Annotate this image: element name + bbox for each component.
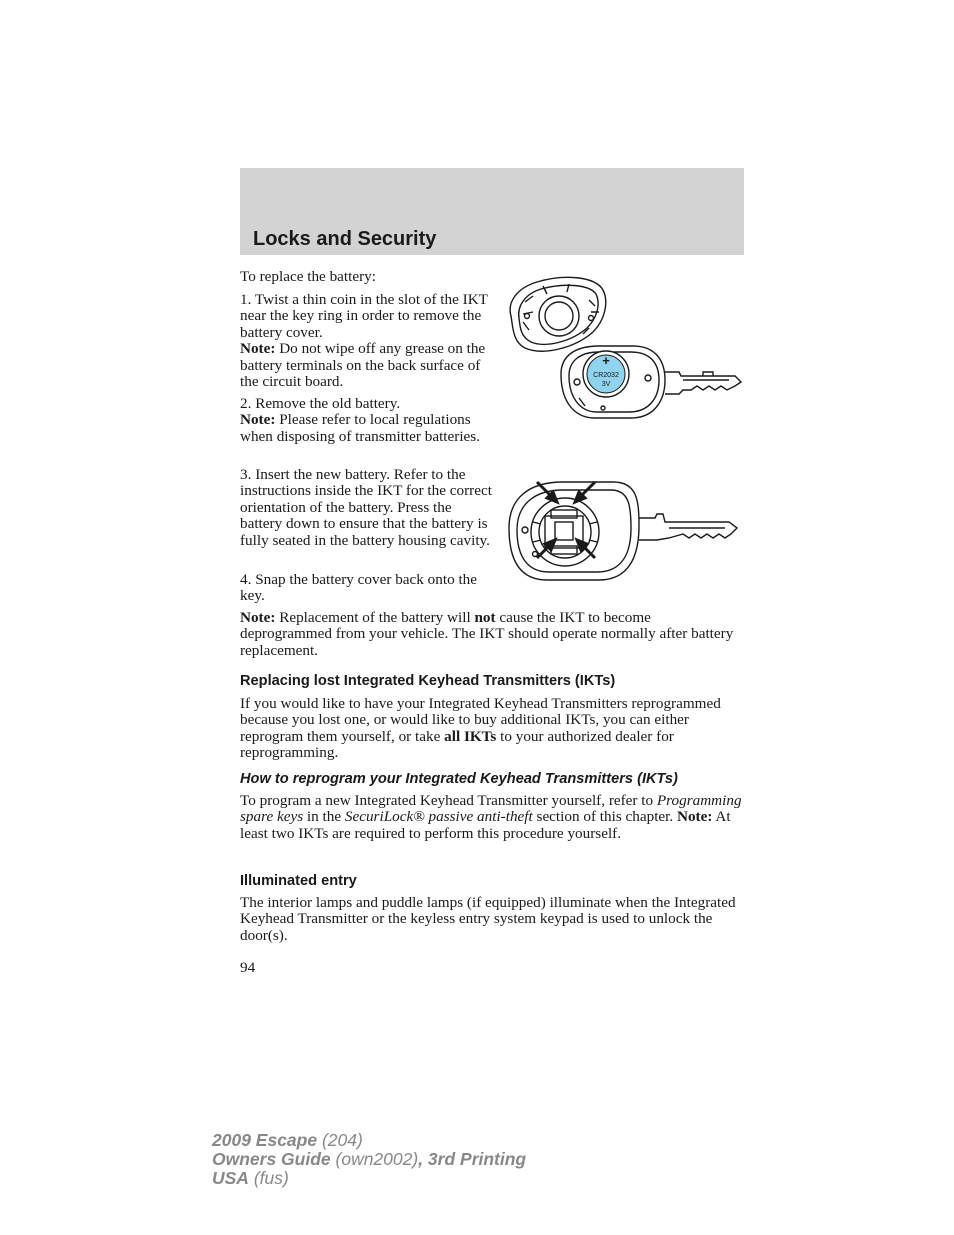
footer-market-code: (fus) [248, 1168, 289, 1188]
step-1 [240, 292, 496, 390]
reprogram-text-1: To program a new Integrated Keyhead Transmitter yourself, refer to [240, 792, 657, 809]
footer-printing: , 3rd Printing [418, 1149, 527, 1169]
replacing-paragraph [240, 696, 746, 762]
replacing-bold: all IKTs [444, 727, 497, 745]
step4-text: 4. Snap the battery cover back onto the key. [240, 571, 478, 605]
step-2 [240, 396, 496, 445]
reprogram-text-3: section of this chapter. [532, 808, 677, 826]
reprogram-paragraph [240, 793, 746, 842]
battery-plus-label: + [602, 353, 610, 368]
footer-guide: Owners Guide [212, 1149, 331, 1169]
page-number: 94 [240, 959, 256, 976]
replacing-text-2: to your authorized dealer for reprogramming. [240, 727, 674, 762]
section-header-band [240, 168, 744, 255]
step1-note-label: Note: [240, 340, 276, 358]
battery-model-label: CR2032 [593, 372, 619, 379]
illuminated-text: The interior lamps and puddle lamps (if equipped) illuminate when the Integrated Keyhead Transmitter or the keyless entry system keypad is used to unlock the door(s). [240, 894, 736, 944]
reprogram-heading: How to reprogram your Integrated Keyhead Transmitters (IKTs) [240, 771, 678, 787]
footer-guide-code: (own2002) [330, 1149, 419, 1169]
securilock-ref: SecuriLock® passive anti-theft [344, 808, 533, 826]
reprogram-note-label: Note: [676, 808, 713, 826]
step2-text: 2. Remove the old battery. [240, 395, 401, 412]
step2-note-text: Please refer to local regulations when disposing of transmitter batteries. [240, 411, 480, 445]
step1-text: 1. Twist a thin coin in the slot of the IKT near the key ring in order to remove the battery cover. [240, 291, 488, 341]
footer-model-code: (204) [317, 1130, 363, 1150]
replacing-text-1: If you would like to have your Integrated Keyhead Transmitters reprogrammed because you lost one, or would like to buy additional IKTs, you can either reprogram them yourself, or take [240, 695, 721, 745]
step-3 [240, 467, 496, 549]
note-bold: not [474, 609, 496, 626]
reprogram-text-4: At least two IKTs are required to perform this procedure yourself. [240, 808, 731, 842]
footer-model: 2009 Escape [212, 1130, 318, 1150]
note-text-1: Replacement of the battery will [275, 609, 475, 626]
step-4 [240, 572, 496, 605]
battery-orientation-illustration [503, 476, 747, 586]
document-footer [212, 1131, 526, 1188]
intro-text: To replace the battery: [240, 268, 376, 285]
section-title: Locks and Security [253, 228, 437, 250]
step1-note-text: Do not wipe off any grease on the battery terminals on the back surface of the circuit board. [240, 340, 486, 391]
battery-voltage-label: 3V [601, 381, 611, 388]
footer-market: USA [212, 1168, 249, 1188]
programming-spare-keys-ref: Programming spare keys [240, 792, 742, 826]
step2-note-label: Note: [240, 411, 276, 429]
note-text-2: cause the IKT to become deprogrammed from your vehicle. The IKT should operate normally after battery replacement. [240, 609, 734, 659]
step3-text: 3. Insert the new battery. Refer to the instructions inside the IKT for the correct orientation of the battery. Press the battery down to ensure that the battery is fully seated in the battery housing cavity. [240, 466, 492, 549]
battery-note [240, 610, 746, 659]
battery-intro [240, 269, 496, 285]
note-label: Note: [240, 609, 276, 626]
illuminated-heading: Illuminated entry [240, 873, 357, 889]
key-battery-cover-illustration [503, 272, 747, 424]
reprogram-text-2: in the [303, 808, 345, 826]
replacing-heading: Replacing lost Integrated Keyhead Transmitters (IKTs) [240, 673, 616, 689]
illuminated-paragraph [240, 895, 746, 944]
